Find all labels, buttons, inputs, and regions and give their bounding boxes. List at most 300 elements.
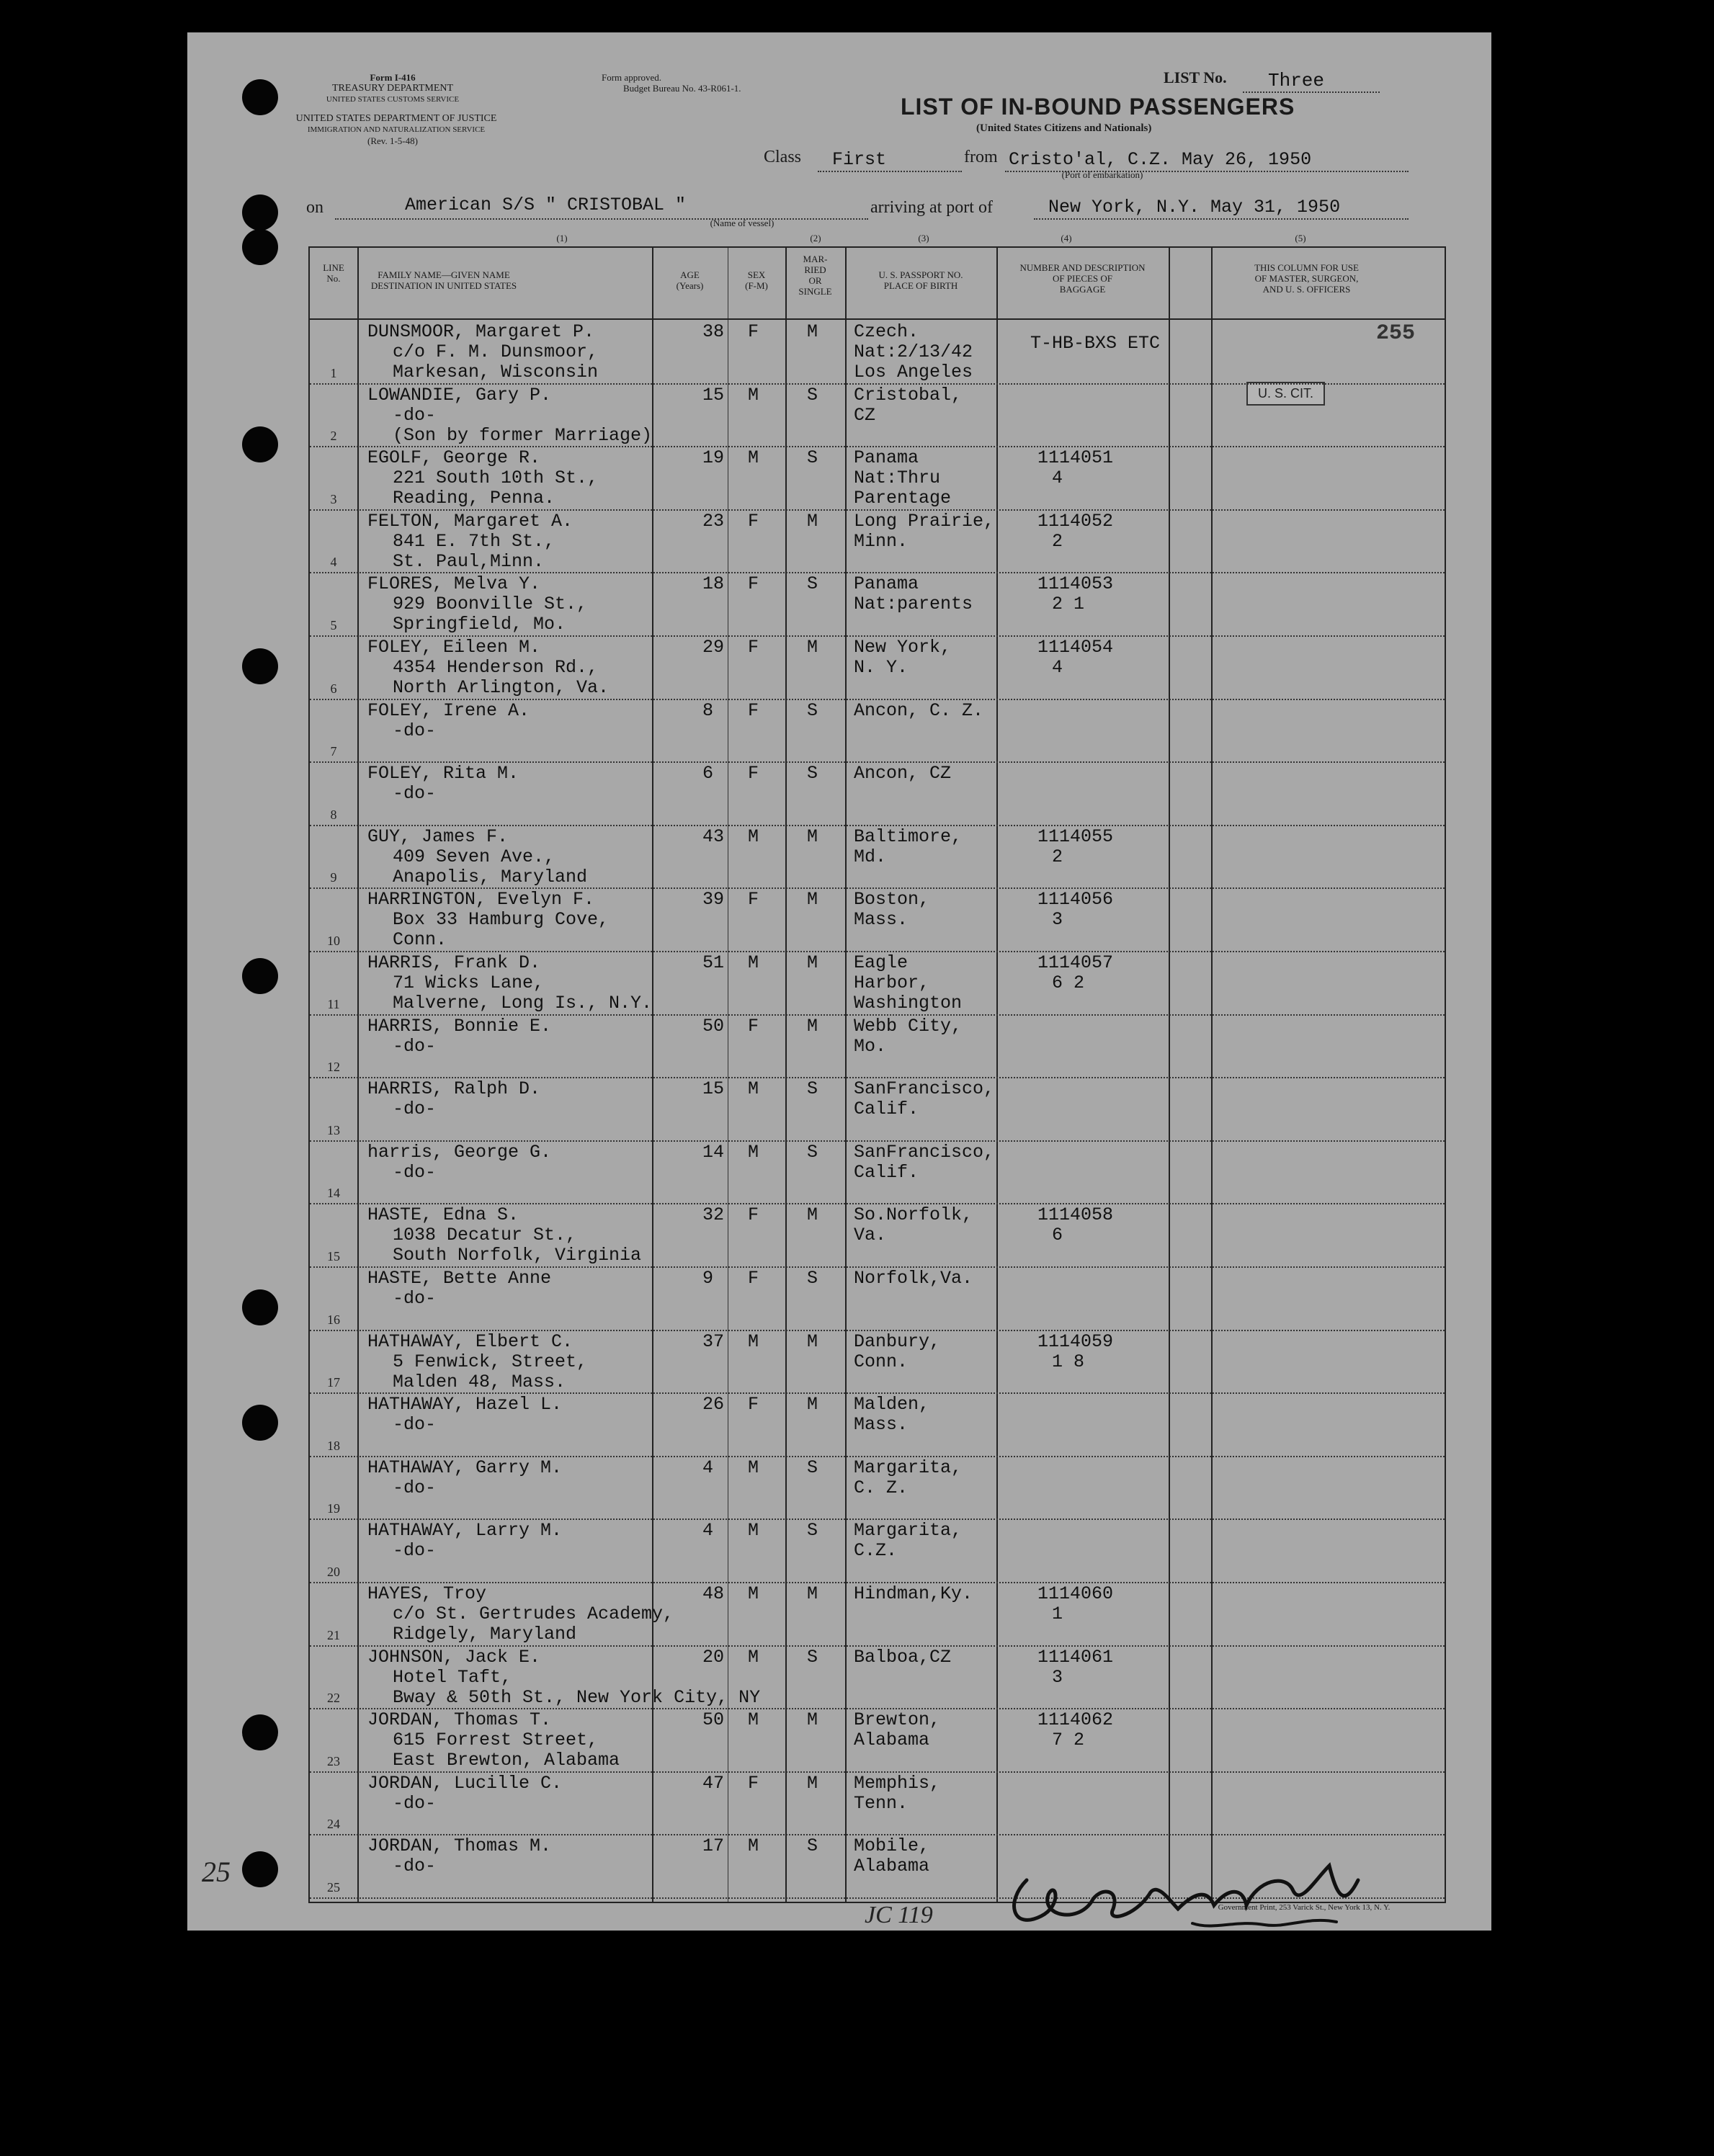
place-of-birth: Nat:Thru (854, 468, 941, 489)
passenger-age: 29 (702, 637, 725, 658)
passenger-name: HARRIS, Frank D. (367, 952, 541, 973)
baggage-entry: 1 8 (1052, 1351, 1085, 1372)
passenger-sex: M (748, 1457, 759, 1478)
place-of-birth: SanFrancisco, (854, 1078, 995, 1100)
passenger-name: FOLEY, Rita M. (367, 763, 519, 784)
punch-hole (242, 194, 278, 231)
signature (998, 1837, 1401, 1938)
passenger-name: HARRINGTON, Evelyn F. (367, 889, 595, 911)
col-divider (357, 248, 359, 1902)
place-of-birth: Czech. (854, 321, 919, 342)
passenger-sex: M (748, 1330, 759, 1352)
passenger-table (308, 246, 1446, 1903)
place-of-birth: Tenn. (854, 1792, 909, 1814)
passenger-sex: F (748, 889, 759, 911)
col-divider (652, 248, 653, 1902)
passenger-destination: South Norfolk, Virginia (393, 1245, 642, 1266)
passenger-age: 43 (702, 826, 725, 847)
marital-status: M (807, 1583, 818, 1604)
place-of-birth: Md. (854, 846, 887, 867)
passenger-sex: M (748, 826, 759, 847)
passenger-destination: 71 Wicks Lane, (393, 972, 545, 993)
line-number: 12 (327, 1060, 340, 1075)
line-number: 3 (330, 491, 337, 506)
passenger-name: HATHAWAY, Garry M. (367, 1457, 563, 1478)
passenger-name: HARRIS, Bonnie E. (367, 1015, 552, 1037)
punch-hole (242, 1289, 278, 1325)
header-baggage: NUMBER AND DESCRIPTION OF PIECES OF BAGGAGE (1019, 262, 1146, 295)
marital-status: S (807, 447, 818, 469)
passenger-name: HATHAWAY, Elbert C. (367, 1330, 573, 1352)
embarkation-caption: (Port of embarkation) (1061, 169, 1143, 180)
page-count: 255 (1376, 321, 1416, 346)
marital-status: S (807, 699, 818, 721)
marital-status: M (807, 826, 818, 847)
passenger-destination: Box 33 Hamburg Cove, (393, 909, 610, 931)
passenger-age: 38 (702, 321, 725, 342)
passenger-age: 39 (702, 889, 725, 911)
marital-status: S (807, 1646, 818, 1668)
place-of-birth: Mass. (854, 1414, 909, 1436)
line-number: 13 (327, 1122, 340, 1137)
passenger-name: EGOLF, George R. (367, 447, 541, 469)
passenger-destination: Springfield, Mo. (393, 614, 566, 635)
place-of-birth: Nat:parents (854, 594, 973, 615)
passenger-sex: M (748, 1709, 759, 1731)
marital-status: M (807, 1394, 818, 1415)
passenger-destination: 615 Forrest Street, (393, 1730, 599, 1751)
punch-hole (242, 1851, 278, 1887)
place-of-birth: Va. (854, 1225, 887, 1246)
passenger-destination: -do- (393, 1414, 437, 1436)
passenger-age: 20 (702, 1646, 725, 1668)
vessel-name: American S/S " CRISTOBAL " (405, 194, 687, 215)
passenger-sex: M (748, 952, 759, 973)
passenger-name: HATHAWAY, Larry M. (367, 1520, 563, 1542)
passenger-age: 26 (702, 1394, 725, 1415)
baggage-entry: 1114060 (1037, 1583, 1114, 1604)
baggage-entry: 1114051 (1037, 447, 1114, 469)
passenger-age: 15 (702, 384, 725, 406)
baggage-entry: 2 1 (1052, 594, 1085, 615)
passenger-destination: Ridgely, Maryland (393, 1624, 577, 1645)
passenger-destination: -do- (393, 1477, 437, 1498)
place-of-birth: Memphis, (854, 1772, 941, 1794)
passenger-sex: F (748, 1772, 759, 1794)
line-number: 8 (330, 807, 337, 822)
marital-status: M (807, 889, 818, 911)
punch-hole (242, 79, 278, 115)
passenger-destination: -do- (393, 1035, 437, 1057)
baggage-entry: 2 (1052, 530, 1063, 552)
embarkation-value: Cristo'al, C.Z. May 26, 1950 (1009, 149, 1312, 170)
passenger-destination: -do- (393, 1099, 437, 1120)
passenger-destination: -do- (393, 1792, 437, 1814)
place-of-birth: Minn. (854, 530, 909, 552)
col-num-3: (3) (918, 233, 929, 243)
baggage-entry: 1114061 (1037, 1646, 1114, 1668)
passenger-age: 4 (702, 1457, 714, 1478)
passenger-destination: -do- (393, 720, 437, 741)
passenger-age: 48 (702, 1583, 725, 1604)
punch-hole (242, 1405, 278, 1441)
passenger-sex: F (748, 510, 759, 532)
document-subtitle: (United States Citizens and Nationals) (976, 122, 1152, 134)
line-number: 23 (327, 1753, 340, 1768)
place-of-birth: Panama (854, 573, 919, 595)
revision-date: (Rev. 1-5-48) (367, 135, 418, 146)
marital-status: M (807, 1772, 818, 1794)
passenger-destination: -do- (393, 1540, 437, 1562)
baggage-entry: 1114052 (1037, 510, 1114, 532)
baggage-note: T-HB-BXS ETC (1030, 333, 1161, 354)
marital-status: S (807, 1268, 818, 1289)
passenger-name: HASTE, Edna S. (367, 1204, 519, 1226)
passenger-sex: M (748, 1835, 759, 1857)
place-of-birth: Calif. (854, 1161, 919, 1183)
header-married: MAR- RIED OR SINGLE (798, 254, 832, 297)
marital-status: M (807, 510, 818, 532)
marital-status: S (807, 1835, 818, 1857)
passenger-destination: St. Paul,Minn. (393, 550, 545, 572)
marital-status: M (807, 952, 818, 973)
baggage-entry: 4 (1052, 657, 1063, 678)
col-divider (1211, 248, 1213, 1902)
passenger-name: JORDAN, Thomas M. (367, 1835, 552, 1857)
place-of-birth: Alabama (854, 1730, 930, 1751)
line-number: 2 (330, 429, 337, 444)
passenger-age: 37 (702, 1330, 725, 1352)
line-number: 4 (330, 555, 337, 570)
place-of-birth: Washington (854, 993, 963, 1014)
place-of-birth: Brewton, (854, 1709, 941, 1731)
passenger-age: 19 (702, 447, 725, 469)
arrival-line (1034, 218, 1409, 220)
passenger-destination: Markesan, Wisconsin (393, 362, 599, 383)
line-number: 22 (327, 1691, 340, 1706)
bottom-note: JC 119 (865, 1902, 933, 1928)
col-num-4: (4) (1061, 233, 1072, 243)
passenger-age: 50 (702, 1015, 725, 1037)
line-number: 16 (327, 1312, 340, 1327)
passenger-destination: 221 South 10th St., (393, 468, 599, 489)
col-num-5: (5) (1295, 233, 1306, 243)
passenger-destination: Anapolis, Maryland (393, 866, 588, 887)
col-divider (785, 248, 787, 1902)
immigration-service: IMMIGRATION AND NATURALIZATION SERVICE (307, 125, 486, 134)
passenger-sex: F (748, 573, 759, 595)
punch-hole (242, 426, 278, 462)
col-divider (845, 248, 847, 1902)
passenger-destination: -do- (393, 404, 437, 426)
place-of-birth: Margarita, (854, 1520, 963, 1542)
arriving-label: arriving at port of (870, 198, 993, 217)
passenger-age: 47 (702, 1772, 725, 1794)
passenger-destination: 4354 Henderson Rd., (393, 657, 599, 678)
passenger-destination: Bway & 50th St., New York City, NY (393, 1686, 761, 1708)
place-of-birth: Alabama (854, 1856, 930, 1877)
passenger-destination: East Brewton, Alabama (393, 1750, 620, 1771)
col-divider (1169, 248, 1170, 1902)
header-sex: SEX (F-M) (745, 269, 768, 291)
place-of-birth: SanFrancisco, (854, 1141, 995, 1163)
printer-imprint: Government Print, 253 Varick St., New York 13, N. Y. (1218, 1903, 1391, 1912)
vessel-caption: (Name of vessel) (710, 218, 775, 228)
marital-status: M (807, 1015, 818, 1037)
passenger-name: DUNSMOOR, Margaret P. (367, 321, 595, 342)
passenger-destination: 5 Fenwick, Street, (393, 1351, 588, 1372)
budget-bureau: Budget Bureau No. 43-R061-1. (623, 83, 741, 94)
baggage-entry: 1114055 (1037, 826, 1114, 847)
punch-hole (242, 648, 278, 684)
treasury-department: TREASURY DEPARTMENT (331, 83, 454, 94)
marital-status: S (807, 1520, 818, 1542)
place-of-birth: Ancon, C. Z. (854, 699, 984, 721)
baggage-entry: 1114054 (1037, 637, 1114, 658)
place-of-birth: Baltimore, (854, 826, 963, 847)
baggage-entry: 4 (1052, 468, 1063, 489)
passenger-sex: M (748, 447, 759, 469)
passenger-sex: M (748, 1646, 759, 1668)
place-of-birth: Malden, (854, 1394, 930, 1415)
line-number: 21 (327, 1627, 340, 1642)
on-label: on (306, 198, 323, 217)
place-of-birth: C. Z. (854, 1477, 909, 1498)
baggage-entry: 1114062 (1037, 1709, 1114, 1731)
passenger-destination: Conn. (393, 929, 447, 951)
line-number: 6 (330, 681, 337, 696)
passenger-destination: 841 E. 7th St., (393, 530, 555, 552)
header-line-no: LINE No. (323, 262, 344, 284)
passenger-sex: M (748, 384, 759, 406)
passenger-age: 17 (702, 1835, 725, 1857)
passenger-destination: 929 Boonville St., (393, 594, 588, 615)
passenger-destination: c/o F. M. Dunsmoor, (393, 341, 599, 362)
passenger-destination: Malden 48, Mass. (393, 1371, 566, 1392)
passenger-sex: F (748, 637, 759, 658)
line-number: 24 (327, 1817, 340, 1832)
place-of-birth: Webb City, (854, 1015, 963, 1037)
place-of-birth: Mass. (854, 909, 909, 931)
line-number: 19 (327, 1501, 340, 1516)
passenger-destination: 409 Seven Ave., (393, 846, 555, 867)
passenger-age: 8 (702, 699, 714, 721)
passenger-name: HAYES, Troy (367, 1583, 487, 1604)
passenger-destination: -do- (393, 1161, 437, 1183)
passenger-sex: F (748, 1268, 759, 1289)
line-number: 5 (330, 618, 337, 632)
place-of-birth: Eagle (854, 952, 909, 973)
passenger-destination: (Son by former Marriage) (393, 424, 653, 446)
passenger-name: GUY, James F. (367, 826, 509, 847)
passenger-age: 14 (702, 1141, 725, 1163)
passenger-age: 51 (702, 952, 725, 973)
passenger-destination: Hotel Taft, (393, 1666, 512, 1688)
passenger-sex: F (748, 321, 759, 342)
place-of-birth: Conn. (854, 1351, 909, 1372)
passenger-name: JORDAN, Lucille C. (367, 1772, 563, 1794)
passenger-destination: -do- (393, 1288, 437, 1309)
line-number: 17 (327, 1375, 340, 1390)
class-value: First (832, 149, 887, 170)
header-officers: THIS COLUMN FOR USE OF MASTER, SURGEON, AND U. S. OFFICERS (1254, 262, 1359, 295)
list-number-label: LIST No. (1164, 68, 1227, 86)
place-of-birth: Calif. (854, 1099, 919, 1120)
passenger-destination: North Arlington, Va. (393, 677, 610, 698)
baggage-entry: 1114056 (1037, 889, 1114, 911)
passenger-destination: 1038 Decatur St., (393, 1225, 577, 1246)
passenger-age: 9 (702, 1268, 714, 1289)
col-num-2: (2) (810, 233, 821, 243)
place-of-birth: Margarita, (854, 1457, 963, 1478)
passenger-age: 50 (702, 1709, 725, 1731)
passenger-name: FELTON, Margaret A. (367, 510, 573, 532)
col-divider (996, 248, 998, 1902)
baggage-entry: 1114059 (1037, 1330, 1114, 1352)
line-number: 7 (330, 744, 337, 759)
marital-status: M (807, 1330, 818, 1352)
line-number: 14 (327, 1186, 340, 1201)
place-of-birth: Mobile, (854, 1835, 930, 1857)
line-number: 1 (330, 365, 337, 380)
passenger-destination: -do- (393, 783, 437, 805)
form-approved: Form approved. (602, 72, 662, 83)
baggage-entry: 3 (1052, 909, 1063, 931)
passenger-destination: Malverne, Long Is., N.Y. (393, 993, 653, 1014)
place-of-birth: Long Prairie, (854, 510, 995, 532)
place-of-birth: New York, (854, 637, 952, 658)
passenger-sex: F (748, 1015, 759, 1037)
baggage-entry: 3 (1052, 1666, 1063, 1688)
col-num-1: (1) (556, 233, 568, 243)
passenger-name: JORDAN, Thomas T. (367, 1709, 552, 1731)
passenger-age: 18 (702, 573, 725, 595)
passenger-name: FLORES, Melva Y. (367, 573, 541, 595)
class-line (818, 171, 962, 172)
passenger-sex: F (748, 699, 759, 721)
passenger-name: harris, George G. (367, 1141, 552, 1163)
passenger-age: 15 (702, 1078, 725, 1100)
class-label: Class (764, 148, 802, 166)
document-title: LIST OF IN-BOUND PASSENGERS (901, 94, 1295, 120)
line-number: 9 (330, 870, 337, 885)
customs-service: UNITED STATES CUSTOMS SERVICE (326, 95, 460, 104)
header-passport: U. S. PASSPORT NO. PLACE OF BIRTH (878, 269, 963, 291)
passenger-name: FOLEY, Eileen M. (367, 637, 541, 658)
passenger-sex: M (748, 1583, 759, 1604)
margin-note: 25 (202, 1856, 231, 1888)
marital-status: S (807, 1078, 818, 1100)
baggage-entry: 6 2 (1052, 972, 1085, 993)
header-name: FAMILY NAME—GIVEN NAME DESTINATION IN UNITED STATES (370, 269, 517, 291)
punch-hole (242, 958, 278, 994)
place-of-birth: Boston, (854, 889, 930, 911)
place-of-birth: CZ (854, 404, 876, 426)
baggage-entry: 1114053 (1037, 573, 1114, 595)
passenger-destination: -do- (393, 1856, 437, 1877)
arrival-port-date: New York, N.Y. May 31, 1950 (1048, 197, 1341, 218)
header-rule (310, 318, 1445, 320)
passenger-destination: Reading, Penna. (393, 488, 555, 509)
place-of-birth: So.Norfolk, (854, 1204, 973, 1226)
line-number: 15 (327, 1249, 340, 1263)
line-number: 20 (327, 1565, 340, 1579)
line-number: 18 (327, 1438, 340, 1453)
place-of-birth: Hindman,Ky. (854, 1583, 973, 1604)
punch-hole (242, 1714, 278, 1750)
place-of-birth: Parentage (854, 488, 952, 509)
line-number: 10 (327, 934, 340, 948)
justice-department: UNITED STATES DEPARTMENT OF JUSTICE (295, 113, 497, 124)
marital-status: S (807, 763, 818, 784)
place-of-birth: Panama (854, 447, 919, 469)
marital-status: M (807, 1709, 818, 1731)
passenger-name: FOLEY, Irene A. (367, 699, 530, 721)
place-of-birth: Los Angeles (854, 362, 973, 383)
marital-status: S (807, 1141, 818, 1163)
passenger-age: 32 (702, 1204, 725, 1226)
marital-status: M (807, 637, 818, 658)
us-citizen-stamp: U. S. CIT. (1246, 382, 1325, 406)
marital-status: S (807, 384, 818, 406)
line-number: 25 (327, 1880, 340, 1895)
passenger-name: HARRIS, Ralph D. (367, 1078, 541, 1100)
place-of-birth: Nat:2/13/42 (854, 341, 973, 362)
header-age: AGE (Years) (676, 269, 704, 291)
place-of-birth: Danbury, (854, 1330, 941, 1352)
passenger-sex: F (748, 763, 759, 784)
passenger-name: JOHNSON, Jack E. (367, 1646, 541, 1668)
form-sheet (187, 32, 1491, 1931)
baggage-entry: 2 (1052, 846, 1063, 867)
baggage-entry: 7 2 (1052, 1730, 1085, 1751)
baggage-entry: 1 (1052, 1603, 1063, 1624)
passenger-destination: c/o St. Gertrudes Academy, (393, 1603, 674, 1624)
form-number: Form I-416 (370, 72, 416, 83)
place-of-birth: Balboa,CZ (854, 1646, 952, 1668)
place-of-birth: Harbor, (854, 972, 930, 993)
passenger-age: 4 (702, 1520, 714, 1542)
punch-hole (242, 229, 278, 265)
passenger-sex: F (748, 1204, 759, 1226)
line-number: 11 (327, 996, 340, 1011)
baggage-entry: 1114057 (1037, 952, 1114, 973)
place-of-birth: N. Y. (854, 657, 909, 678)
passenger-sex: M (748, 1141, 759, 1163)
passenger-name: HATHAWAY, Hazel L. (367, 1394, 563, 1415)
baggage-entry: 6 (1052, 1225, 1063, 1246)
marital-status: M (807, 321, 818, 342)
place-of-birth: C.Z. (854, 1540, 898, 1562)
marital-status: S (807, 1457, 818, 1478)
list-number-value: Three (1268, 70, 1325, 91)
list-number-line (1243, 91, 1380, 93)
marital-status: M (807, 1204, 818, 1226)
from-label: from (964, 148, 998, 166)
passenger-name: LOWANDIE, Gary P. (367, 384, 552, 406)
marital-status: S (807, 573, 818, 595)
baggage-entry: 1114058 (1037, 1204, 1114, 1226)
passenger-sex: F (748, 1394, 759, 1415)
place-of-birth: Norfolk,Va. (854, 1268, 973, 1289)
passenger-sex: M (748, 1520, 759, 1542)
passenger-name: HASTE, Bette Anne (367, 1268, 552, 1289)
place-of-birth: Mo. (854, 1035, 887, 1057)
passenger-age: 6 (702, 763, 714, 784)
place-of-birth: Ancon, CZ (854, 763, 952, 784)
place-of-birth: Cristobal, (854, 384, 963, 406)
passenger-age: 23 (702, 510, 725, 532)
